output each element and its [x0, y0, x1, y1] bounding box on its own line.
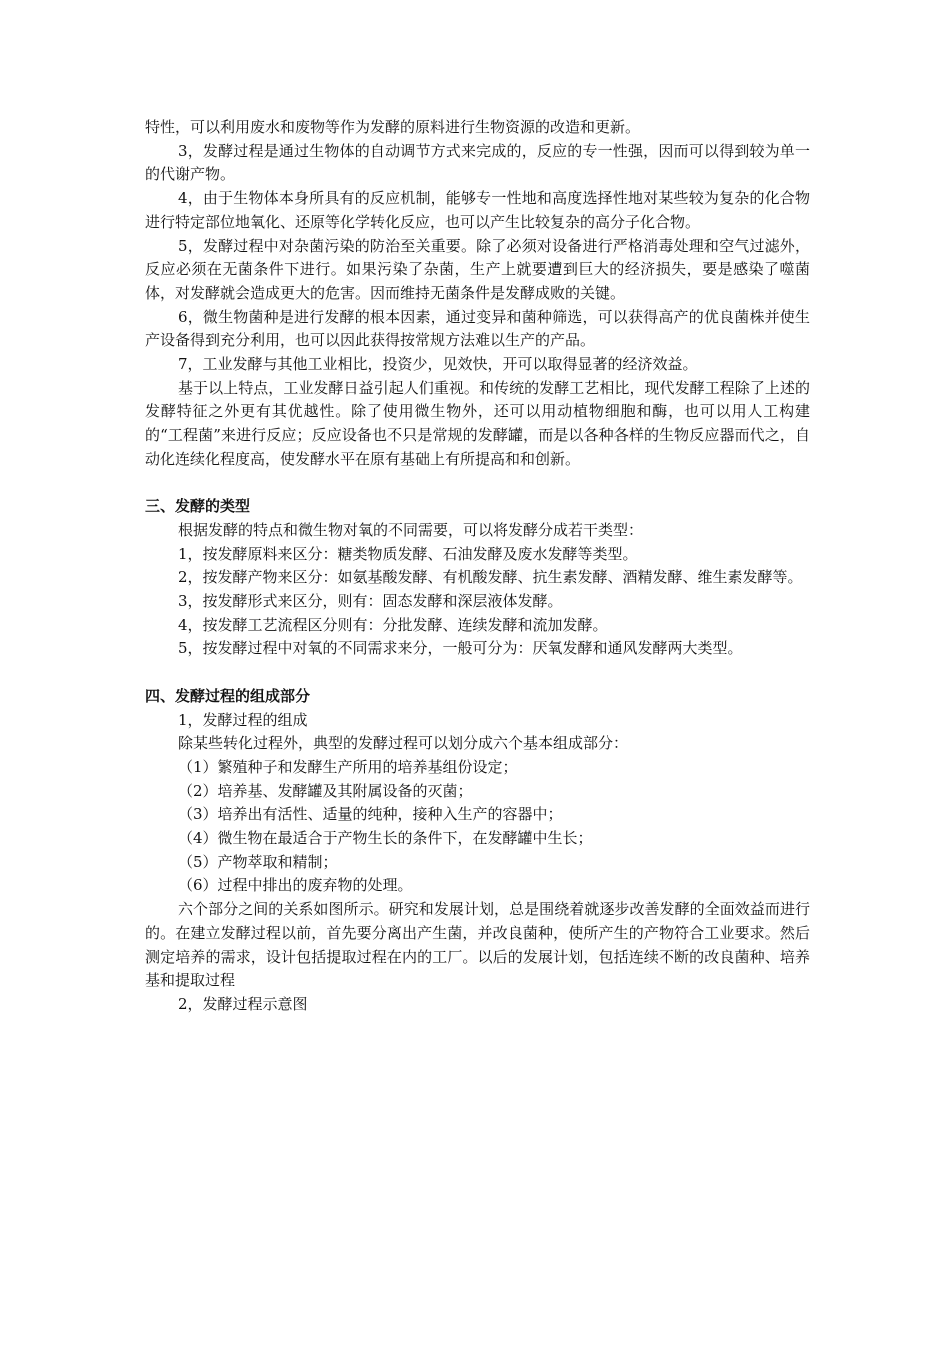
list-item-type-2: 2，按发酵产物来区分：如氨基酸发酵、有机酸发酵、抗生素发酵、酒精发酵、维生素发酵等。 — [178, 568, 803, 587]
paragraph-relationship: 六个部分之间的关系如图所示。研究和发展计划，总是围绕着就逐步改善发酵的全面效益而进行的。在建立发酵过程以前，首先要分离出产生菌，并改良菌种，使所产生的产物符合工业要求。然后测定培养的需求，设计包括提取过程在内的工厂。以后的发展计划，包括连续不断的改良菌种、培养基和提取过程 — [145, 900, 810, 990]
list-item-type-5: 5，按发酵过程中对氧的不同需求来分，一般可分为：厌氧发酵和通风发酵两大类型。 — [178, 639, 743, 658]
list-item-component-3: （3）培养出有活性、适量的纯种，接种入生产的容器中； — [178, 805, 563, 824]
subheading-process-composition: 1，发酵过程的组成 — [178, 710, 308, 729]
paragraph-feature-7: 7，工业发酵与其他工业相比，投资少，见效快，开可以取得显著的经济效益。 — [178, 355, 698, 374]
list-item-type-3: 3，按发酵形式来区分，则有：固态发酵和深层液体发酵。 — [178, 592, 563, 611]
section-gap — [145, 472, 810, 496]
list-item-type-1: 1，按发酵原料来区分：糖类物质发酵、石油发酵及废水发酵等类型。 — [178, 544, 638, 563]
list-item-component-4: （4）微生物在最适合于产物生长的条件下，在发酵罐中生长； — [178, 829, 593, 848]
paragraph-continuation: 特性，可以利用废水和废物等作为发酵的原料进行生物资源的改造和更新。 — [145, 118, 641, 136]
subheading-process-diagram: 2，发酵过程示意图 — [178, 994, 308, 1013]
list-item-component-2: （2）培养基、发酵罐及其附属设备的灭菌； — [178, 781, 473, 800]
paragraph-components-intro: 除某些转化过程外，典型的发酵过程可以划分成六个基本组成部分： — [178, 734, 629, 753]
section-heading-fermentation-types: 三、发酵的类型 — [145, 497, 251, 516]
paragraph-feature-3: 3，发酵过程是通过生物体的自动调节方式来完成的，反应的专一性强，因而可以得到较为单一的代谢产物。 — [145, 141, 810, 184]
paragraph-types-intro: 根据发酵的特点和微生物对氧的不同需要，可以将发酵分成若干类型： — [178, 520, 644, 539]
paragraph-feature-4: 4，由于生物体本身所具有的反应机制，能够专一性地和高度选择性地对某些较为复杂的化合物进行特定部位地氧化、还原等化学转化反应，也可以产生比较复杂的高分子化合物。 — [145, 189, 810, 231]
paragraph-summary: 基于以上特点，工业发酵日益引起人们重视。和传统的发酵工艺相比，现代发酵工程除了上述的发酵特征之外更有其优越性。除了使用微生物外，还可以用动植物细胞和酶，也可以用人工构建的“工程菌”来进行反应；反应设备也不只是常规的发酵罐，而是以各种各样的生物反应器而代之，自动化连续化程度高，使发酵水平在原有基础上有所提高和和创新。 — [145, 378, 810, 468]
paragraph-feature-6: 6，微生物菌种是进行发酵的根本因素，通过变异和菌种筛选，可以获得高产的优良菌株并使生产设备得到充分利用，也可以因此获得按常规方法难以生产的产品。 — [145, 307, 810, 350]
section-heading-process-components: 四、发酵过程的组成部分 — [145, 686, 311, 705]
list-item-component-6: （6）过程中排出的废弃物的处理。 — [178, 876, 413, 895]
document-page — [145, 116, 810, 1017]
list-item-type-4: 4，按发酵工艺流程区分则有：分批发酵、连续发酵和流加发酵。 — [178, 615, 608, 634]
list-item-component-1: （1）繁殖种子和发酵生产所用的培养基组份设定； — [178, 757, 518, 776]
section-gap — [145, 661, 810, 685]
paragraph-feature-5: 5，发酵过程中对杂菌污染的防治至关重要。除了必须对设备进行严格消毒处理和空气过滤外，反应必须在无菌条件下进行。如果污染了杂菌，生产上就要遭到巨大的经济损失，要是感染了噬菌体，对发酵就会造成更大的危害。因而维持无菌条件是发酵成败的关键。 — [145, 236, 810, 302]
list-item-component-5: （5）产物萃取和精制； — [178, 852, 338, 871]
